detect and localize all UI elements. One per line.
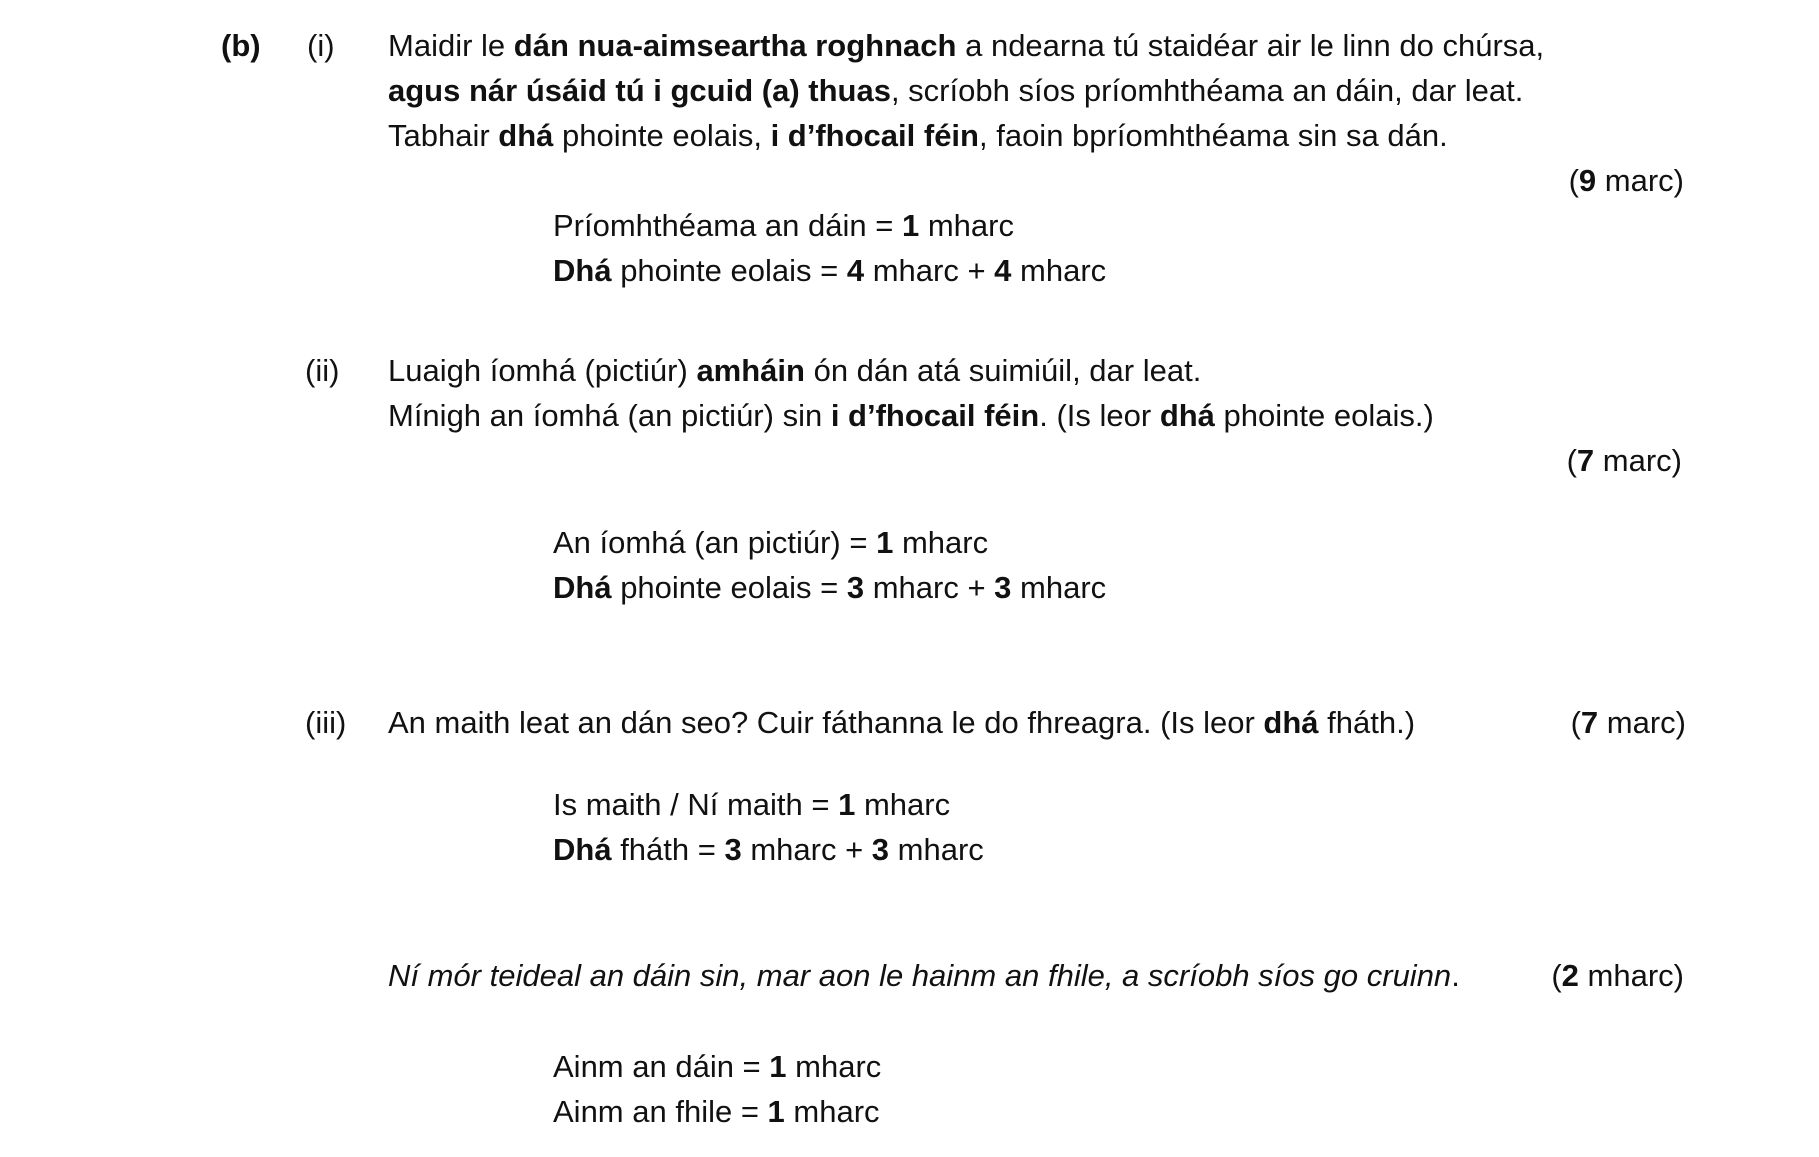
marking-scheme-line — [553, 520, 988, 565]
text-run: mharc — [784, 1094, 880, 1129]
bold-text-run: 1 — [767, 1094, 785, 1129]
text-run: phointe eolais = — [611, 253, 847, 288]
text-run: mharc + — [741, 832, 872, 867]
question-line — [388, 113, 1448, 158]
bold-text-run: 3 — [724, 832, 742, 867]
bold-text-run: 4 — [994, 253, 1012, 288]
marking-scheme-line — [553, 203, 1014, 248]
text-run: mharc + — [864, 253, 995, 288]
bold-text-run: 1 — [876, 525, 894, 560]
text-run: An íomhá (an pictiúr) = — [553, 525, 877, 560]
bold-text-run: dhá — [1159, 398, 1215, 433]
question-line — [388, 700, 1415, 745]
text-run: mharc) — [1578, 958, 1684, 993]
bold-text-run: 1 — [769, 1049, 787, 1084]
marking-scheme-line — [553, 1089, 880, 1134]
text-run: phointe eolais.) — [1214, 398, 1434, 433]
bold-text-run: dhá — [1263, 705, 1319, 740]
question-line — [388, 393, 1434, 438]
text-run: a ndearna tú staidéar air le linn do chúrsa, — [956, 28, 1545, 63]
marking-scheme-line — [553, 248, 1106, 293]
bold-text-run: 3 — [871, 832, 890, 867]
text-run: ón dán atá suimiúil, dar leat. — [804, 353, 1202, 388]
text-run: Ainm an fhile = — [553, 1094, 768, 1129]
text-run: Ainm an dáin = — [553, 1049, 770, 1084]
question-number: (iii) — [305, 705, 347, 740]
question-line — [388, 68, 1523, 113]
bold-text-run: i d’fhocail féin — [770, 118, 979, 153]
text-run: , faoin bpríomhthéama sin sa dán. — [978, 118, 1448, 153]
marks-allocation — [1569, 158, 1684, 203]
question-number: (i) — [307, 28, 335, 63]
bold-text-run: 2 — [1561, 958, 1579, 993]
text-run: mharc — [855, 787, 951, 822]
text-run: Maidir le — [388, 28, 514, 63]
bold-text-run: 1 — [838, 787, 856, 822]
text-run: An maith leat an dán seo? Cuir fáthanna le do fhreagra. (Is leor — [388, 705, 1264, 740]
text-run: ( — [1568, 163, 1579, 198]
bold-text-run: Dhá — [553, 832, 612, 867]
text-run: Príomhthéama an dáin = — [553, 208, 902, 243]
text-run: ( — [1570, 705, 1581, 740]
text-run: mharc — [889, 832, 984, 867]
text-run: ( — [1566, 443, 1577, 478]
text-run: phointe eolais = — [611, 570, 847, 605]
bold-text-run: 1 — [901, 208, 920, 243]
bold-text-run: dhá — [498, 118, 554, 153]
text-run: Tabhair — [388, 118, 499, 153]
instruction-note: Ní mór teideal an dáin sin, mar aon le hainm an fhile, a scríobh síos go cruinn. — [388, 958, 1460, 993]
marking-scheme-line — [553, 1044, 881, 1089]
text-run: mharc — [786, 1049, 882, 1084]
text-run: Luaigh íomhá (pictiúr) — [388, 353, 697, 388]
text-run: mharc — [1011, 253, 1107, 288]
text-run: , scríobh síos príomhthéama an dáin, dar leat. — [890, 73, 1524, 108]
part-label: (b) — [221, 28, 261, 63]
marking-scheme-line — [553, 782, 950, 827]
bold-text-run: Dhá — [553, 253, 612, 288]
text-run: marc) — [1594, 443, 1682, 478]
text-run: mharc + — [864, 570, 995, 605]
text-run: marc) — [1596, 163, 1684, 198]
bold-text-run: amháin — [696, 353, 805, 388]
text-run: Mínigh an íomhá (an pictiúr) sin — [388, 398, 831, 433]
marks-allocation — [1551, 953, 1684, 998]
bold-text-run: agus nár úsáid tú i gcuid (a) thuas — [388, 73, 891, 108]
bold-text-run: dán nua-aimseartha roghnach — [513, 28, 957, 63]
text-run: ( — [1551, 958, 1562, 993]
text-run: fháth.) — [1318, 705, 1416, 740]
text-run: mharc — [919, 208, 1014, 243]
text-run: phointe eolais, — [553, 118, 771, 153]
question-line — [388, 23, 1544, 68]
bold-text-run: 7 — [1580, 705, 1599, 740]
question-number: (ii) — [305, 353, 340, 388]
marking-scheme-line — [553, 565, 1106, 610]
text-run: Is maith / Ní maith = — [553, 787, 839, 822]
text-run: mharc — [1011, 570, 1107, 605]
bold-text-run: Dhá — [553, 570, 612, 605]
bold-text-run: 9 — [1578, 163, 1597, 198]
bold-text-run: i d’fhocail féin — [830, 398, 1040, 433]
bold-text-run: 7 — [1576, 443, 1595, 478]
marks-allocation — [1567, 438, 1682, 483]
text-run: marc) — [1598, 705, 1686, 740]
marks-allocation — [1571, 700, 1686, 745]
text-run: fháth = — [611, 832, 725, 867]
marking-scheme-line — [553, 827, 984, 872]
text-run: . (Is leor — [1039, 398, 1160, 433]
bold-text-run: 4 — [846, 253, 865, 288]
question-line — [388, 348, 1201, 393]
bold-text-run: 3 — [994, 570, 1012, 605]
text-run: mharc — [893, 525, 989, 560]
bold-text-run: 3 — [846, 570, 865, 605]
